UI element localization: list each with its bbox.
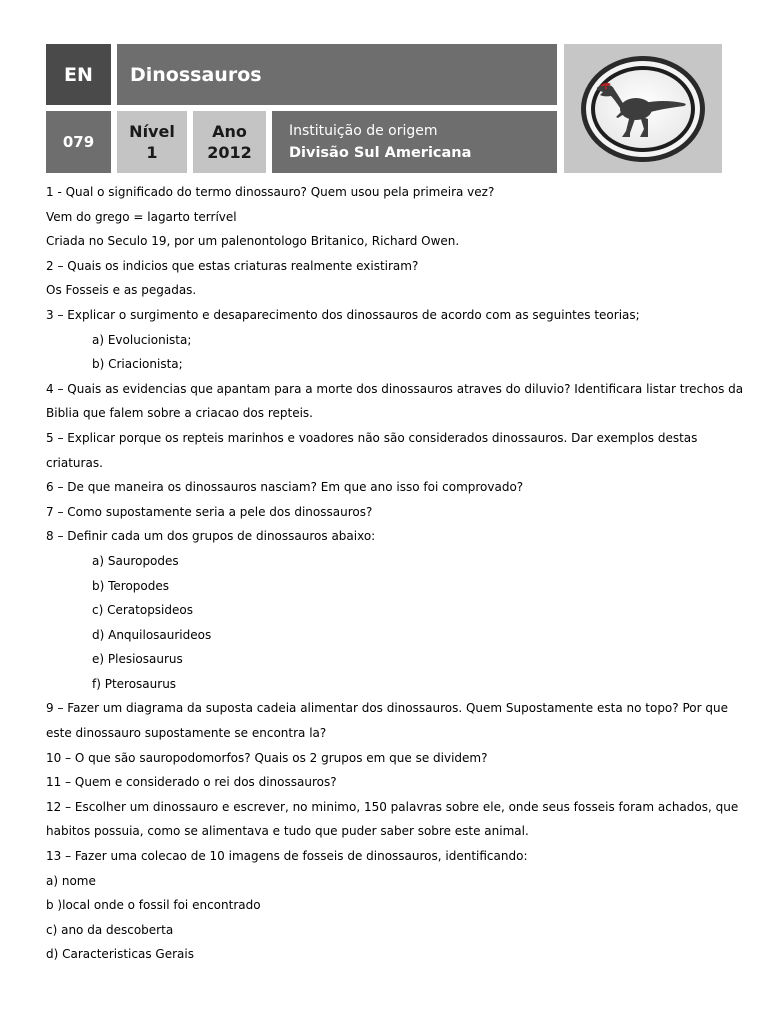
text-line: 2 – Quais os indicios que estas criaturas realmente existiram? xyxy=(46,258,419,273)
sub-item: b) Criacionista; xyxy=(92,357,183,372)
question-list xyxy=(46,180,744,967)
sub-item: c) Ceratopsideos xyxy=(92,603,193,618)
text-line: Os Fosseis e as pegadas. xyxy=(46,283,197,298)
sub-item: e) Plesiosaurus xyxy=(92,652,183,667)
text-line: d) Caracteristicas Gerais xyxy=(46,947,194,962)
text-line: este dinossauro supostamente se encontra la? xyxy=(46,726,327,741)
page-title: Dinossauros xyxy=(130,63,262,86)
ano-label: Ano xyxy=(212,122,247,141)
text-line: habitos possuia, como se alimentava e tudo que puder saber sobre este animal. xyxy=(46,824,529,839)
text-line: 8 – Definir cada um dos grupos de dinossauros abaixo: xyxy=(46,529,376,544)
title-box xyxy=(117,44,557,105)
ano-value: 2012 xyxy=(207,143,252,162)
language-code: EN xyxy=(64,63,93,86)
text-line: 6 – De que maneira os dinossauros nasciam? Em que ano isso foi comprovado? xyxy=(46,480,524,495)
nivel-label: Nível xyxy=(129,122,175,141)
text-line: Vem do grego = lagarto terrível xyxy=(46,209,237,224)
text-line: Biblia que falem sobre a criacao dos repteis. xyxy=(46,406,313,421)
text-line: c) ano da descoberta xyxy=(46,922,174,937)
text-line: 5 – Explicar porque os repteis marinhos e voadores não são considerados dinossauros. Dar exemplos destas xyxy=(46,430,698,445)
sub-item: a) Sauropodes xyxy=(92,553,179,568)
sub-item: b) Teropodes xyxy=(92,578,170,593)
text-line: 4 – Quais as evidencias que apantam para a morte dos dinossauros atraves do diluvio? Identificara listar trechos da xyxy=(46,381,744,396)
sub-item: a) Evolucionista; xyxy=(92,332,192,347)
text-line: criaturas. xyxy=(46,455,103,470)
text-line: 9 – Fazer um diagrama da suposta cadeia alimentar dos dinossauros. Quem Supostamente esta no topo? Por que xyxy=(46,701,728,716)
text-line: Criada no Seculo 19, por um palenontologo Britanico, Richard Owen. xyxy=(46,234,460,249)
text-line: 7 – Como supostamente seria a pele dos dinossauros? xyxy=(46,504,373,519)
text-line: 12 – Escolher um dinossauro e escrever, no minimo, 150 palavras sobre ele, onde seus fosseis foram achados, que xyxy=(46,799,739,814)
text-line: 10 – O que são sauropodomorfos? Quais os 2 grupos em que se dividem? xyxy=(46,750,488,765)
nivel-box xyxy=(117,111,187,173)
document-number: 079 xyxy=(62,133,95,151)
ano-box xyxy=(193,111,266,173)
text-line: 13 – Fazer uma colecao de 10 imagens de fosseis de dinossauros, identificando: xyxy=(46,849,528,864)
text-line: 1 - Qual o significado do termo dinossauro? Quem usou pela primeira vez? xyxy=(46,185,495,199)
number-box xyxy=(46,111,111,173)
dinosaur-emblem-icon xyxy=(578,53,708,165)
sub-item: d) Anquilosaurideos xyxy=(92,627,212,642)
language-code-box xyxy=(46,44,111,105)
nivel-value: 1 xyxy=(146,143,158,162)
institution-label: Instituição de origem xyxy=(289,123,438,139)
emblem-box xyxy=(564,44,722,173)
text-line: 11 – Quem e considerado o rei dos dinossauros? xyxy=(46,775,337,790)
institution-value: Divisão Sul Americana xyxy=(289,145,472,161)
sub-item: f) Pterosaurus xyxy=(92,676,177,691)
text-line: a) nome xyxy=(46,873,96,888)
text-line: b )local onde o fossil foi encontrado xyxy=(46,898,261,913)
text-line: 3 – Explicar o surgimento e desaparecimento dos dinossauros de acordo com as seguintes teorias; xyxy=(46,307,640,322)
institution-box xyxy=(272,111,557,173)
